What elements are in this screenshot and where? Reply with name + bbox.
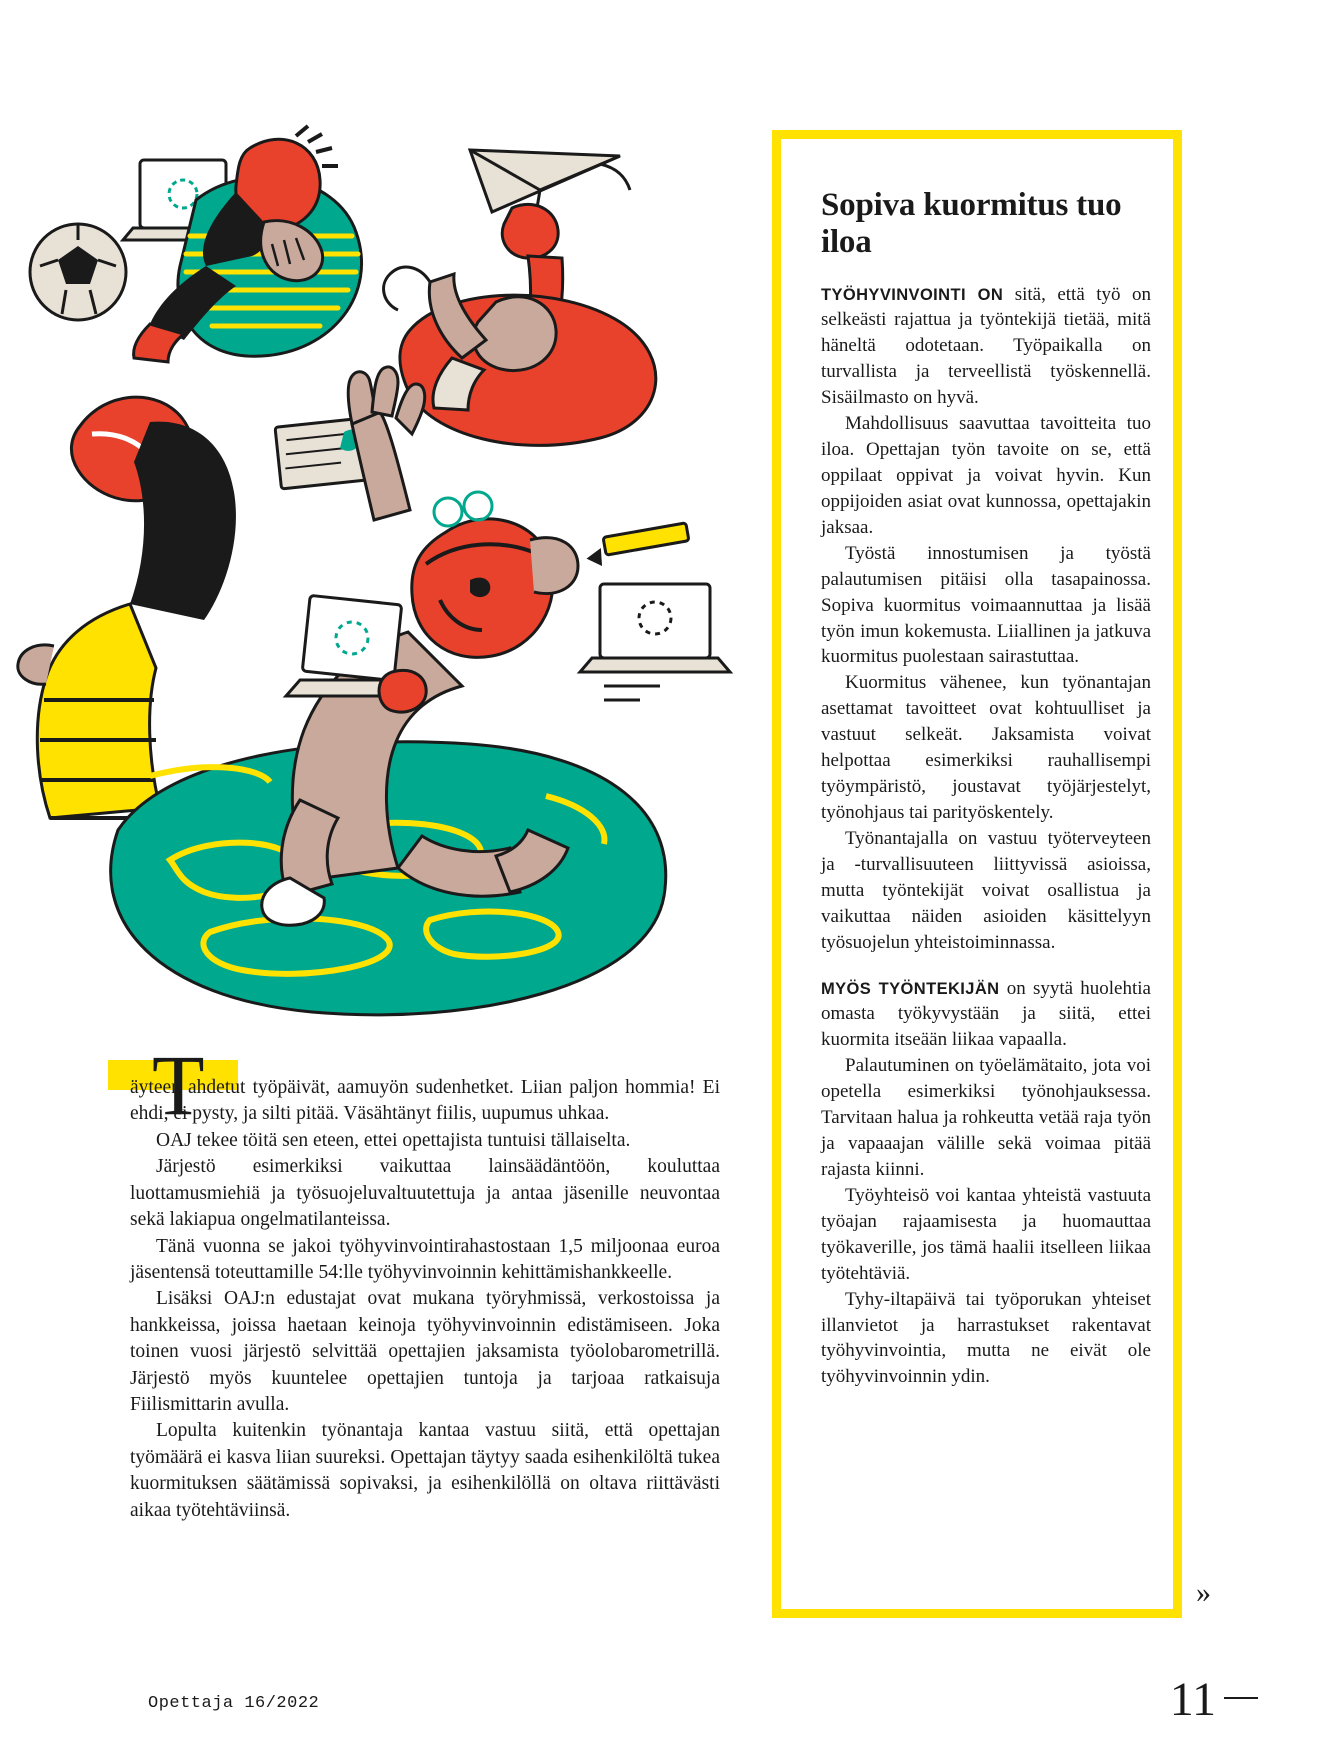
page-number-value: 11 [1169,1673,1216,1726]
sidebar-lead-caps-2: MYÖS TYÖNTEKIJÄN [821,979,1000,998]
sidebar-lead-caps: TYÖHYVINVOINTI ON [821,285,1004,304]
person-black-hair [18,397,236,818]
sidebar-paragraph: Työyhteisö voi kantaa yhteistä vastuuta työajan rajaamisesta ja huomauttaa työkaverille, jos tämä haalii itselleen liikaa työtehtäviä. [821,1184,1151,1284]
article-paragraph: Lisäksi OAJ:n edustajat ovat mukana työryhmissä, verkostoissa ja hankkeissa, joissa haetaan keinoja työhyvinvoinnin edistämiseen. Joka toinen vuosi järjestö selvittää opettajien jaksamista työolobarometrillä. Järjestö myös kuuntelee opettajien tuntoja ja tarjoaa ratkaisuja Fiilismittarin avulla. [130,1288,720,1416]
second-laptop-icon [580,584,730,700]
dropcap-letter: T [152,1037,205,1133]
sidebar-lead-rest-2: on syytä huolehtia omasta työkyvystään ja siitä, ettei kuormita itseään liikaa vapaalla. [821,977,1151,1051]
sidebar-paragraph: Tyhy-iltapäivä tai työporukan yhteiset illanvietot ja harrastukset rakentavat työhyvinvointia, mutta ne eivät ole työhyvinvoinnin ydin. [821,1288,1151,1388]
page-number [1170,1672,1258,1727]
article-illustration [0,40,760,1060]
article-paragraph: Järjestö esimerkiksi vaikuttaa lainsäädäntöön, kouluttaa luottamusmiehiä ja työsuojeluvaltuutettuja ja antaa jäsenille neuvontaa sekä lakiapua ongelmatilanteissa. [130,1156,720,1231]
sidebar-title: Sopiva kuormitus tuo iloa [821,187,1122,261]
publication-footer: Opettaja 16/2022 [148,1694,320,1713]
sidebar-paragraph: Kuormitus vähenee, kun työnantajan asettamat tavoitteet ovat kohtuulliset ja vastuut selkeät. Jaksamista voivat helpottaa esimerkiksi rauhallisempi työympäristö, joustavat työjärjestelyt, työnohjaus tai parityöskentely. [821,672,1151,823]
pencil-icon [585,523,689,569]
continue-arrow-icon[interactable]: » [1196,1576,1211,1609]
sidebar-paragraph: Työstä innostumisen ja työstä palautumisen pitäisi olla tasapainossa. Sopiva kuormitus voimaannuttaa ja lisää työn imun kokemusta. Liiallinen ja jatkuva kuormitus puolestaan sairastuttaa. [821,542,1151,668]
soccer-ball-icon [30,224,126,320]
sidebar-fact-box [772,130,1182,1618]
sidebar-paragraph-lead [821,282,1151,412]
article-paragraph: Tänä vuonna se jakoi työhyvinvointirahastostaan 1,5 miljoonaa euroa jäsentensä toteuttamille 54:lle työhyvinvoinnin kehittämishankkeelle. [130,1235,720,1283]
main-article-text [130,1075,720,1524]
sidebar-paragraph: Palautuminen on työelämätaito, jota voi opetella esimerkiksi työnohjauksessa. Tarvitaan halua ja rohkeutta vetää raja työn ja vapaaajan välille sekä voimaa pitää rajasta kiinni. [821,1055,1151,1180]
sidebar-lead-rest: sitä, että työ on selkeästi rajattua ja työntekijä tietää, mitä häneltä odotetaan. Työpaikalla on turvallista ja terveellistä työskennellä. Sisäilmasto on hyvä. [821,283,1151,409]
sidebar-paragraph-lead-2 [821,976,1151,1054]
article-paragraph: äyteen ahdetut työpäivät, aamuyön sudenhetket. Liian paljon hommia! Ei ehdi, ei pysty, ja silti pitää. Väsähtänyt fiilis, uupumus uhkaa. [130,1077,720,1125]
sidebar-paragraph: Työnantajalla on vastuu työterveyteen ja -turvallisuuteen liittyvissä asioissa, mutta työntekijät voivat osallistua ja vaikuttaa näiden asioiden käsittelyyn työsuojelun yhteistoiminnassa. [821,827,1151,953]
page-number-rule [1224,1697,1258,1699]
article-paragraph: OAJ tekee töitä sen eteen, ettei opettajista tuntuisi tällaiselta. [156,1129,631,1151]
sidebar-paragraph: Mahdollisuus saavuttaa tavoitteita tuo iloa. Opettajan työn tavoite on se, että oppilaat oppivat ja voivat hyvin. Kun oppijoiden asiat ovat kunnossa, opettajakin jaksaa. [821,413,1151,538]
article-paragraph: Lopulta kuitenkin työnantaja kantaa vastuu siitä, että opettajan työmäärä ei kasva liian suureksi. Opettajan täytyy saada esihenkilöltä tukea kuormituksen säätämissä sopivaksi, ja esihenkilöllä on oltava riittävästi aikaa työtehtäviinsä. [130,1420,720,1521]
